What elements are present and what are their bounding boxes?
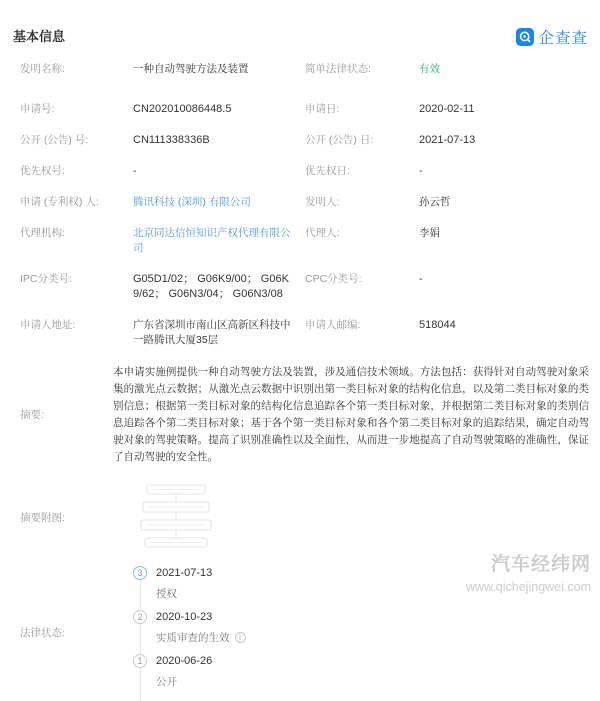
field-label: 法律状态: — [20, 627, 65, 639]
abstract-figure-thumbnail[interactable] — [133, 481, 221, 551]
timeline-step-number: 1 — [133, 654, 147, 668]
field-label: 申请 (专利权) 人: — [20, 196, 99, 208]
field-label: 摘要附图: — [20, 511, 65, 524]
field-label: 申请号: — [20, 103, 55, 115]
publication-date-value: 2021-07-13 — [419, 134, 476, 146]
field-label: CPC分类号: — [305, 273, 362, 285]
page-header — [0, 20, 600, 48]
section-title: 基本信息 — [13, 29, 66, 44]
field-label: IPC分类号: — [20, 273, 72, 285]
row-abstract — [0, 364, 600, 466]
timeline-date: 2020-10-23 — [156, 611, 213, 623]
field-label: 公开 (公告) 号: — [20, 134, 89, 146]
timeline-entry — [133, 654, 600, 701]
field-label: 优先权日: — [305, 165, 350, 177]
row-application-number — [0, 102, 600, 117]
applicant-address-value: 广东省深圳市南山区高新区科技中一路腾讯大厦35层 — [133, 319, 291, 346]
field-label: 优先权号: — [20, 165, 65, 177]
timeline-status: 实质审查的生效 — [156, 632, 230, 644]
abstract-text: 本申请实施例提供一种自动驾驶方法及装置，涉及通信技术领域。方法包括：获得针对自动驾驶对象采集的激光点云数据；从激光点云数据中识别出第一类目标对象的结构化信息，以及第二类目标对象的类别信息；根据第一类目标对象的结构化信息追踪各个第一类目标对象，并根据第二类目标对象的类别信息追踪各个第二类目标对象；基于各个第一类目标对象和各个第二类目标对象的追踪结果，确定自动驾驶对象的驾驶策略。提高了识别准确性以及全面性，从而进一步地提高了自动驾驶策略的准确性，保证了自动驾驶的安全性。 — [113, 366, 589, 463]
timeline-step-number: 3 — [133, 566, 147, 580]
field-label: 申请人邮编: — [305, 319, 361, 331]
qcc-logo-text: 企查查 — [538, 30, 588, 47]
row-legal-status — [0, 566, 600, 701]
priority-number-value: - — [133, 165, 137, 177]
field-label: 申请日: — [305, 103, 340, 115]
agent-value: 李娟 — [419, 227, 440, 239]
qcc-logo[interactable] — [516, 26, 588, 48]
ipc-class-value: G05D1/02； G06K9/00； G06K9/62； G06N3/04； G06N3/08 — [133, 273, 289, 300]
field-label: 发明名称: — [20, 63, 65, 75]
publication-number-value: CN111338336B — [133, 134, 210, 146]
row-agency — [0, 226, 600, 256]
priority-date-value: - — [419, 165, 423, 177]
agency-link[interactable]: 北京同达信恒知识产权代理有限公司 — [133, 227, 291, 254]
field-label: 代理机构: — [20, 227, 65, 239]
field-label: 摘要: — [20, 408, 44, 421]
field-label: 发明人: — [305, 196, 340, 208]
timeline-status: 公开 — [156, 676, 177, 688]
timeline-status: 授权 — [156, 588, 177, 600]
timeline-entry — [133, 566, 600, 610]
applicant-zipcode-value: 518044 — [419, 319, 456, 331]
application-number-value: CN202010086448.5 — [133, 103, 232, 115]
legal-status-badge: 有效 — [419, 63, 440, 75]
timeline-step-number: 2 — [133, 610, 147, 624]
watermark-title: 汽车经纬网 — [490, 554, 591, 575]
row-abstract-figure — [0, 480, 600, 556]
row-address — [0, 318, 600, 348]
row-applicant — [0, 195, 600, 210]
watermark-url: www.qichejingwei.com — [465, 580, 591, 594]
invention-name-value: 一种自动驾驶方法及装置 — [133, 63, 249, 75]
field-label: 简单法律状态: — [305, 63, 371, 75]
qcc-logo-icon — [516, 28, 534, 46]
inventor-value: 孙云哲 — [419, 196, 451, 208]
row-invention-name — [0, 62, 600, 77]
timeline-entry — [133, 610, 600, 654]
row-ipc — [0, 272, 600, 302]
field-label: 代理人: — [305, 227, 340, 239]
field-label: 公开 (公告) 日: — [305, 134, 374, 146]
timeline-date: 2020-06-26 — [156, 655, 213, 667]
legal-status-timeline — [133, 566, 600, 701]
timeline-date: 2021-07-13 — [156, 567, 213, 579]
application-date-value: 2020-02-11 — [419, 103, 475, 115]
row-priority — [0, 164, 600, 179]
field-label: 申请人地址: — [20, 319, 76, 331]
row-publication-number — [0, 133, 600, 148]
info-icon[interactable]: i — [235, 632, 246, 643]
applicant-link[interactable]: 腾讯科技 (深圳) 有限公司 — [133, 196, 251, 208]
cpc-class-value: - — [419, 273, 423, 285]
